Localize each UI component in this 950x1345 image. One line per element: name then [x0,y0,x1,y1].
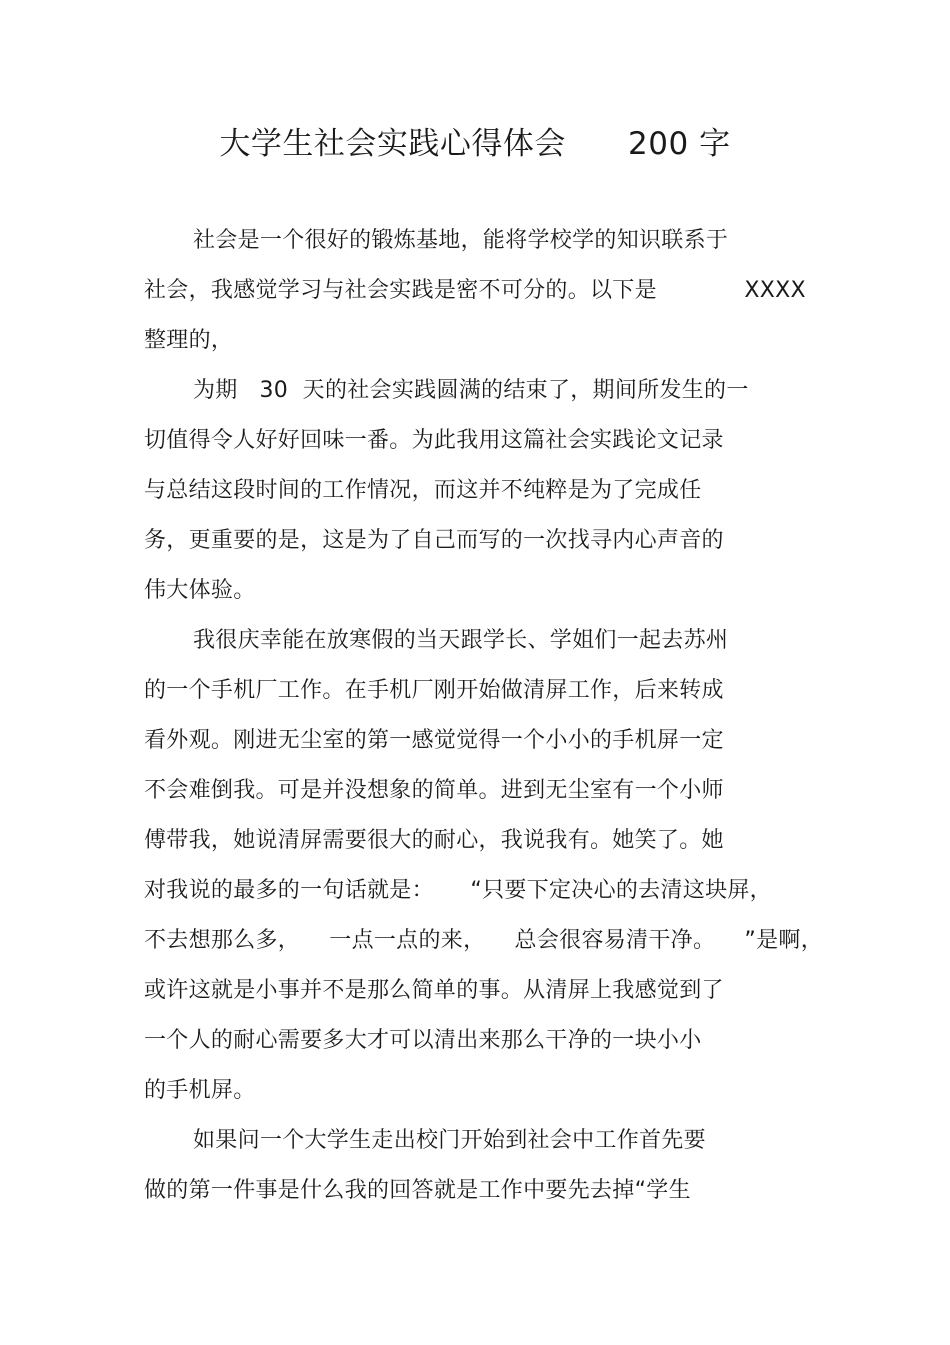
text-line: 社会是一个很好的锻炼基地，能将学校学的知识联系于 [193,228,729,253]
text-line: 的手机屏。 [144,1078,256,1103]
text-line: 为期 30 天的社会实践圆满的结束了，期间所发生的一 [193,378,749,403]
text-line: 对我说的最多的一句话就是： “只要下定决心的去清这块屏， [144,878,772,903]
text-line: 不去想那么多， 一点一点的来， 总会很容易清干净。 ”是啊， [144,928,824,953]
text-line: 不会难倒我。可是并没想象的简单。进到无尘室有一个小师 [144,778,724,803]
text-line: 做的第一件事是什么我的回答就是工作中要先去掉“学生 [144,1178,691,1203]
text-line: 一个人的耐心需要多大才可以清出来那么干净的一块小小 [144,1028,702,1053]
text-line: 如果问一个大学生走出校门开始到社会中工作首先要 [193,1128,706,1153]
text-line: 看外观。刚进无尘室的第一感觉觉得一个小小的手机屏一定 [144,728,724,753]
text-line: 务，更重要的是，这是为了自己而写的一次找寻内心声音的 [144,528,724,553]
text-line: 伟大体验。 [144,578,256,603]
text-line: 社会，我感觉学习与社会实践是密不可分的。以下是 XXXX [144,278,806,303]
text-line: 整理的， [144,328,234,353]
text-line: 与总结这段时间的工作情况，而这并不纯粹是为了完成任 [144,478,702,503]
text-line: 我很庆幸能在放寒假的当天跟学长、学姐们一起去苏州 [193,628,729,653]
text-line: 切值得令人好好回味一番。为此我用这篇社会实践论文记录 [144,428,724,453]
document-title: 大学生社会实践心得体会 200 字 [219,126,731,162]
text-line: 或许这就是小事并不是那么简单的事。从清屏上我感觉到了 [144,978,724,1003]
document-body [144,216,824,1216]
text-line: 的一个手机厂工作。在手机厂刚开始做清屏工作，后来转成 [144,678,724,703]
text-line: 傅带我，她说清屏需要很大的耐心，我说我有。她笑了。她 [144,828,724,853]
